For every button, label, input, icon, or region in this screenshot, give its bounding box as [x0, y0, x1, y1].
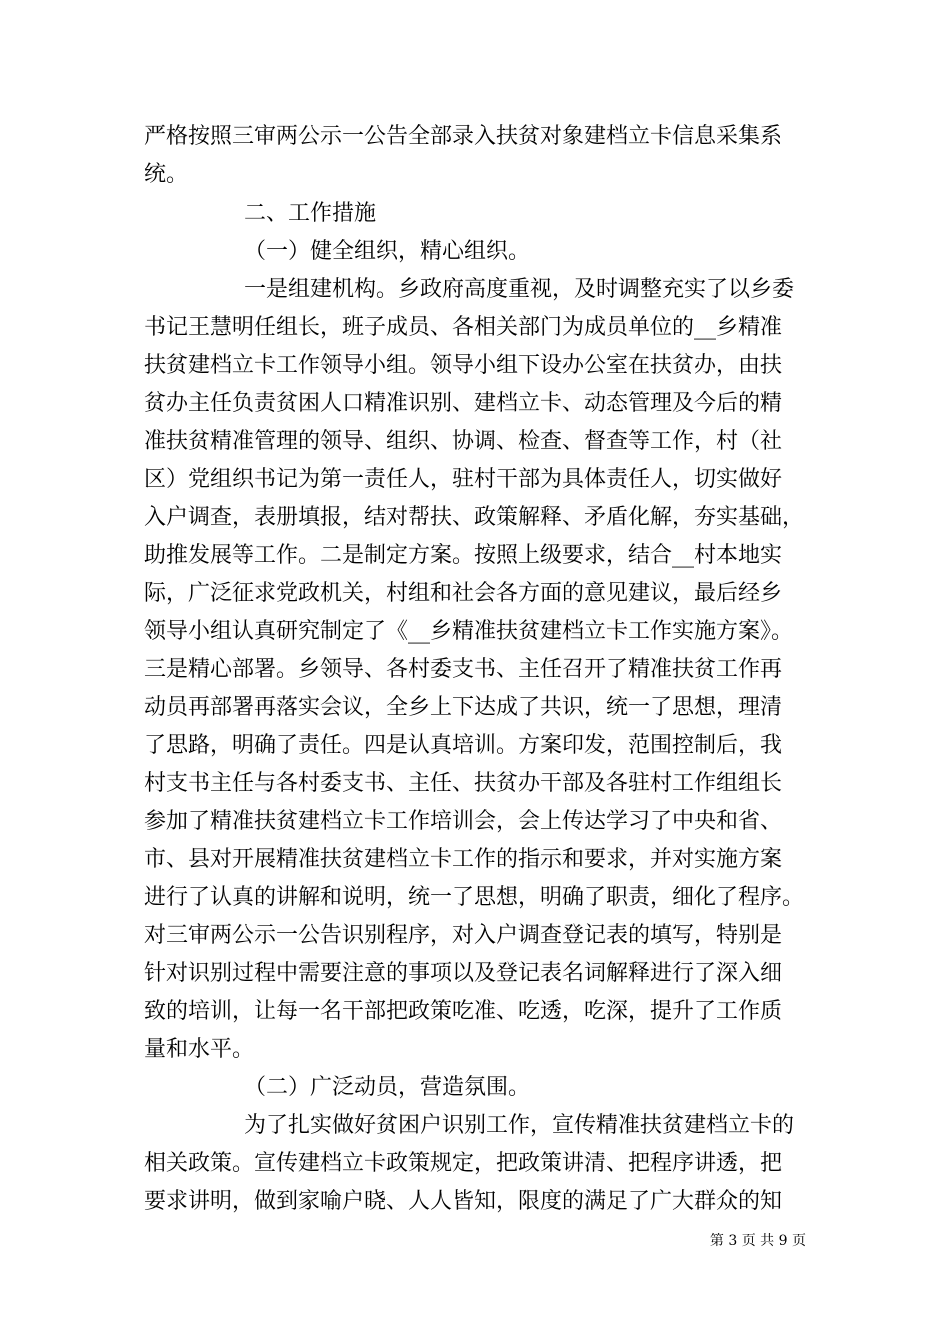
subsection-heading: （一）健全组织，精心组织。 — [244, 239, 531, 264]
text-line: 统。 — [144, 162, 189, 187]
text-line: 了思路，明确了责任。四是认真培训。方案印发，范围控制后，我 — [144, 733, 783, 758]
paragraph-first-line: 一是组建机构。乡政府高度重视，及时调整充实了以乡委 — [244, 277, 795, 302]
text-line: 严格按照三审两公示一公告全部录入扶贫对象建档立卡信息采集系 — [144, 124, 783, 149]
text-line: 扶贫建档立卡工作领导小组。领导小组下设办公室在扶贫办，由扶 — [144, 353, 783, 378]
text-line: 领导小组认真研究制定了《__乡精准扶贫建档立卡工作实施方案》。 — [144, 619, 794, 644]
text-line: 助推发展等工作。二是制定方案。按照上级要求，结合__村本地实 — [144, 543, 783, 568]
text-line: 动员再部署再落实会议，全乡上下达成了共识，统一了思想，理清 — [144, 695, 783, 720]
text-line: 相关政策。宣传建档立卡政策规定，把政策讲清、把程序讲透，把 — [144, 1151, 783, 1176]
subsection-heading: （二）广泛动员，营造氛围。 — [244, 1075, 531, 1100]
text-line: 入户调查，表册填报，结对帮扶、政策解释、矛盾化解，夯实基础， — [144, 505, 805, 530]
text-line: 村支书主任与各村委支书、主任、扶贫办干部及各驻村工作组组长 — [144, 771, 783, 796]
text-line: 致的培训，让每一名干部把政策吃准、吃透，吃深，提升了工作质 — [144, 999, 783, 1024]
text-line: 区）党组织书记为第一责任人，驻村干部为具体责任人，切实做好 — [144, 467, 783, 492]
text-line: 市、县对开展精准扶贫建档立卡工作的指示和要求，并对实施方案 — [144, 847, 783, 872]
paragraph-first-line: 为了扎实做好贫困户识别工作，宣传精准扶贫建档立卡的 — [244, 1113, 795, 1138]
text-line: 三是精心部署。乡领导、各村委支书、主任召开了精准扶贫工作再 — [144, 657, 783, 682]
text-line: 对三审两公示一公告识别程序，对入户调查登记表的填写，特别是 — [144, 923, 783, 948]
section-heading: 二、工作措施 — [244, 201, 377, 226]
text-line: 参加了精准扶贫建档立卡工作培训会，会上传达学习了中央和省、 — [144, 809, 783, 834]
text-line: 贫办主任负责贫困人口精准识别、建档立卡、动态管理及今后的精 — [144, 391, 783, 416]
page-number: 第 3 页 共 9 页 — [709, 1233, 806, 1249]
text-line: 进行了认真的讲解和说明，统一了思想，明确了职责，细化了程序。 — [144, 885, 805, 910]
text-line: 针对识别过程中需要注意的事项以及登记表名词解释进行了深入细 — [144, 961, 783, 986]
text-line: 际，广泛征求党政机关，村组和社会各方面的意见建议，最后经乡 — [144, 581, 783, 606]
text-line: 量和水平。 — [144, 1037, 255, 1062]
text-line: 准扶贫精准管理的领导、组织、协调、检查、督查等工作，村（社 — [144, 429, 783, 454]
text-line: 要求讲明，做到家喻户晓、人人皆知，限度的满足了广大群众的知 — [144, 1189, 783, 1214]
text-line: 书记王慧明任组长，班子成员、各相关部门为成员单位的__乡精准 — [144, 315, 783, 340]
